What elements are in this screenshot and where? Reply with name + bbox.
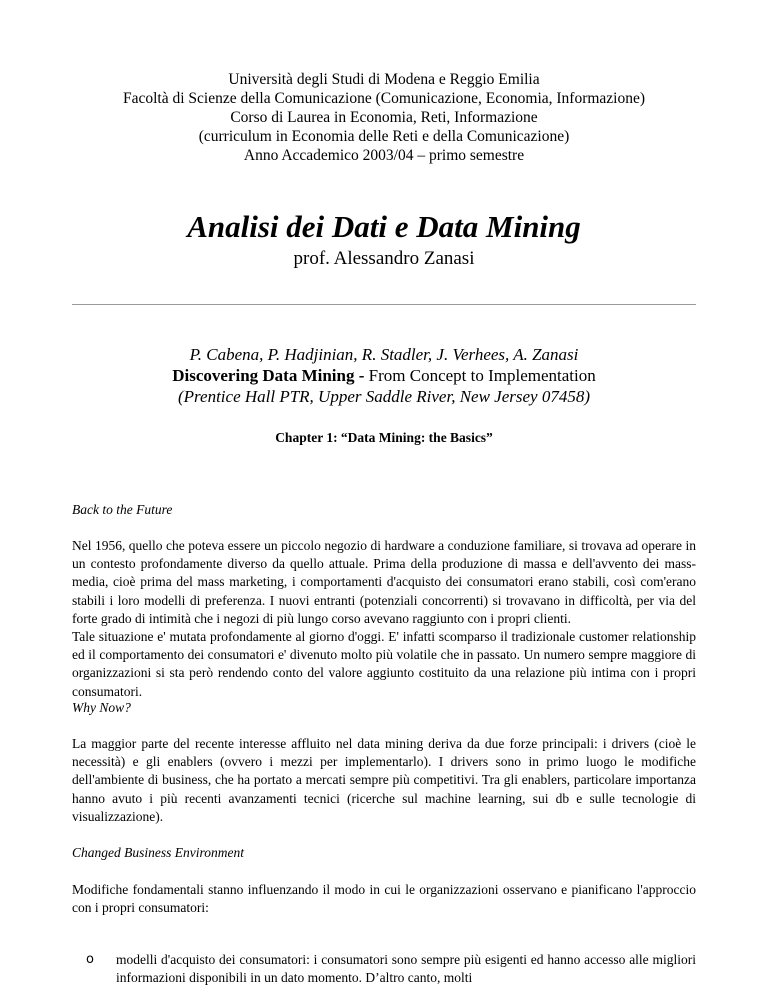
bullet-text: modelli d'acquisto dei consumatori: i consumatori sono sempre più esigenti ed hanno accesso alle migliori informazioni disponibili in un dato momento. D’altro canto, molti (116, 952, 696, 986)
section-heading-back-to-the-future: Back to the Future (72, 502, 173, 517)
bullet-list (72, 951, 696, 987)
paragraph-back-to-the-future-2: Tale situazione e' mutata profondamente al giorno d'oggi. E' infatti scomparso il tradizionale customer relationship ed il comportamento dei consumatori e' divenuto molto più volatile che in passato. Un numero sempre maggiore di organizzazioni si sta però rendendo conto del valore aggiunto costituito da una relazione più intima con i propri consumatori. (72, 629, 696, 699)
section-heading-why-now: Why Now? (72, 700, 131, 715)
horizontal-divider (72, 304, 696, 305)
book-authors: P. Cabena, P. Hadjinian, R. Stadler, J. Verhees, A. Zanasi (189, 345, 579, 364)
header-faculty: Facoltà di Scienze della Comunicazione (Comunicazione, Economia, Informazione) (122, 90, 646, 107)
book-publisher: (Prentice Hall PTR, Upper Saddle River, New Jersey 07458) (178, 387, 590, 406)
book-title-subtitle: From Concept to Implementation (364, 366, 596, 385)
header-curriculum: (curriculum in Economia delle Reti e della Comunicazione) (198, 128, 570, 145)
paragraph-why-now: La maggior parte del recente interesse affluito nel data mining deriva da due forze principali: i drivers (cioè le necessità) e gli enablers (ovvero i mezzi per implementarlo). I drivers sono in primo luogo le modifiche dell'ambiente di business, che ha portato a mercati sempre più competitivi. Tra gli enablers, particolare importanza hanno avuto i più recenti avanzamenti tecnici (ricerche sul machine learning, sui db e sulle tecnologie di visualizzazione). (72, 736, 696, 824)
professor-name: prof. Alessandro Zanasi (293, 248, 475, 269)
university-header (60, 70, 708, 165)
chapter-title: Chapter 1: “Data Mining: the Basics” (275, 430, 493, 445)
list-item (72, 951, 696, 987)
paragraph-back-to-the-future-1: Nel 1956, quello che poteva essere un piccolo negozio di hardware a conduzione familiare, si trovava ad operare in un contesto profondamente diverso da quello attuale. Prima della produzione di massa e dell'avvento dei mass-media, cioè prima del mass marketing, i comportamenti d'acquisto dei consumatori erano stabili, così com'erano stabili i loro modelli di preferenza. I nuovi entranti (potenziali concorrenti) si trovavano in difficoltà, per via del forte grado di intimità che i negozi di più lungo corso avevano raggiunto con i propri clienti. (72, 538, 696, 626)
book-title-line (60, 365, 708, 386)
header-degree-course: Corso di Laurea in Economia, Reti, Informazione (230, 109, 538, 126)
section-heading-changed-business-environment: Changed Business Environment (72, 845, 244, 860)
course-title: Analisi dei Dati e Data Mining (187, 209, 581, 244)
header-academic-year: Anno Accademico 2003/04 – primo semestre (243, 147, 525, 164)
header-university: Università degli Studi di Modena e Reggio Emilia (228, 71, 540, 88)
paragraph-changed-business-environment: Modifiche fondamentali stanno influenzando il modo in cui le organizzazioni osservano e pianificano l'approccio con i propri consumatori: (72, 882, 696, 916)
bullet-circle-icon: o (86, 952, 94, 967)
book-reference (60, 344, 708, 407)
book-title-main: Discovering Data Mining - (172, 366, 365, 385)
